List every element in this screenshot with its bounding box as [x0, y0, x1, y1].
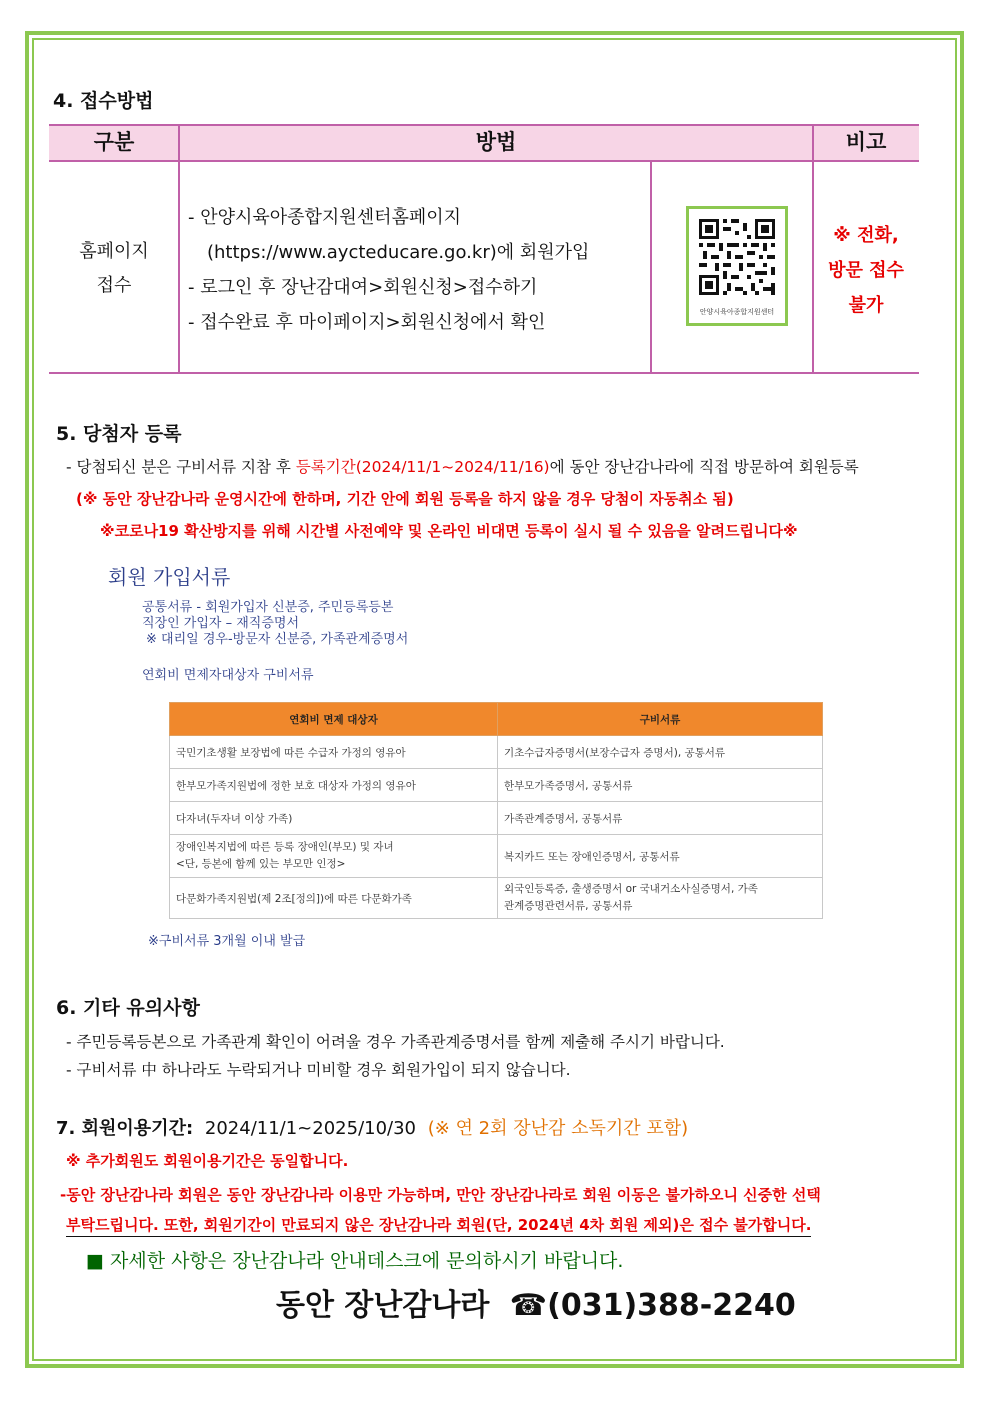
cell: 다자녀(두자녀 이상 가족) — [170, 802, 498, 835]
section6-title: 6. 기타 유의사항 — [56, 997, 200, 1019]
notice-line: - 구비서류 中 하나라도 누락되거나 미비할 경우 회원가입이 되지 않습니다. — [66, 1061, 571, 1079]
cell: 국민기초생활 보장법에 따른 수급자 가정의 영유아 — [170, 736, 498, 769]
table-row — [170, 878, 823, 919]
docs-worker: 직장인 가입자 – 재직증명서 — [142, 616, 300, 631]
qr-caption: 안양시육아종합지원센터 — [699, 308, 775, 316]
extra-member-note: ※ 추가회원도 회원이용기간은 동일합니다. — [66, 1152, 349, 1170]
category-line: 홈페이지 — [79, 241, 149, 262]
docs-title: 회원 가입서류 — [108, 565, 231, 589]
exempt-title: 연회비 면제자대상자 구비서류 — [142, 668, 314, 683]
cell: 복지카드 또는 장애인증명서, 공통서류 — [498, 835, 823, 878]
table-row — [170, 835, 823, 878]
notice-line: - 주민등록등본으로 가족관계 확인이 어려울 경우 가족관계증명서를 함께 제출해 주시기 바랍니다. — [66, 1033, 725, 1051]
header-category: 구분 — [49, 124, 179, 160]
header-note: 비고 — [813, 124, 919, 160]
contact-name: 동안 장난감나라 — [276, 1288, 490, 1323]
section5-title: 5. 당첨자 등록 — [56, 423, 182, 445]
method-line: - 접수완료 후 마이페이지>회원신청에서 확인 — [188, 312, 546, 333]
cell: 가족관계증명서, 공통서류 — [498, 802, 823, 835]
transfer-notice: 부탁드립니다. 또한, 회원기간이 만료되지 않은 장난감나라 회원(단, 2024년 4차 회원 제외)은 접수 불가합니다. — [66, 1214, 811, 1237]
th-required-docs: 구비서류 — [498, 703, 823, 736]
cell: 다문화가족지원법(제 2조[정의])에 따른 다문화가족 — [170, 878, 498, 919]
header-method: 방법 — [179, 124, 813, 160]
cell-line: <단, 등본에 함께 있는 부모만 인정> — [176, 858, 346, 870]
section4-title: 4. 접수방법 — [53, 90, 154, 112]
table-row — [170, 802, 823, 835]
cell — [170, 835, 498, 878]
membership-period-line — [56, 1114, 688, 1140]
cell: 한부모가족지원법에 정한 보호 대상자 가정의 영유아 — [170, 769, 498, 802]
registration-period: 등록기간(2024/11/1~2024/11/16) — [295, 458, 550, 476]
docs-common-block — [142, 600, 408, 648]
section7-title: 7. 회원이용기간: — [56, 1118, 194, 1139]
registration-text: - 당첨되신 분은 구비서류 지참 후 — [66, 458, 296, 476]
table-row — [170, 769, 823, 802]
registration-line — [66, 455, 859, 477]
membership-period: 2024/11/1~2025/10/30 — [204, 1118, 417, 1139]
qr-code-icon — [689, 213, 785, 301]
table-header-row — [170, 703, 823, 736]
auto-cancel-notice: (※ 동안 장난감나라 운영시간에 한하며, 기간 안에 회원 등록을 하지 않을 경우 당첨이 자동취소 됨) — [76, 490, 734, 508]
cell — [498, 878, 823, 919]
contact-phone[interactable]: ☎(031)388-2240 — [509, 1288, 796, 1323]
cell: 한부모가족증명서, 공통서류 — [498, 769, 823, 802]
transfer-notice: -동안 장난감나라 회원은 동안 장난감나라 이용만 가능하며, 만안 장난감나라로 회원 이동은 불가하오니 신중한 선택 — [60, 1186, 821, 1204]
cell-line: 장애인복지법에 따른 등록 장애인(부모) 및 자녀 — [176, 841, 394, 853]
contact-line — [276, 1280, 796, 1324]
method-line: - 로그인 후 장난감대여>회원신청>접수하기 — [188, 277, 538, 298]
contact-note: ■ 자세한 사항은 장난감나라 안내데스크에 문의하시기 바랍니다. — [86, 1250, 624, 1272]
category-cell — [49, 235, 179, 303]
note-line: 방문 접수 — [828, 260, 904, 281]
qr-code[interactable] — [686, 206, 788, 326]
table-row — [170, 736, 823, 769]
exempt-docs-table — [169, 702, 823, 919]
docs-common: 공통서류 - 회원가입자 신분증, 주민등록등본 — [142, 600, 394, 615]
category-line: 접수 — [96, 275, 132, 296]
covid-notice: ※코로나19 확산방지를 위해 시간별 사전예약 및 온라인 비대면 등록이 실시 될 수 있음을 알려드립니다※ — [100, 522, 798, 540]
docs-proxy: ※ 대리일 경우-방문자 신분증, 가족관계증명서 — [146, 632, 409, 647]
method-line: - 안양시육아종합지원센터홈페이지 — [188, 207, 462, 228]
method-url-line: (https://www.aycteducare.go.kr)에 회원가입 — [207, 242, 590, 263]
docs-footnote: ※구비서류 3개월 이내 발급 — [148, 934, 306, 949]
registration-text: 에 동안 장난감나라에 직접 방문하여 회원등록 — [549, 458, 859, 476]
cell: 기초수급자증명서(보장수급자 증명서), 공통서류 — [498, 736, 823, 769]
cell-line: 외국인등록증, 출생증명서 or 국내거소사실증명서, 가족 — [504, 883, 758, 895]
note-line: ※ 전화, — [833, 225, 899, 246]
period-note: (※ 연 2회 장난감 소독기간 포함) — [427, 1118, 689, 1139]
th-exempt-target: 연회비 면제 대상자 — [170, 703, 498, 736]
cell-line: 관계증명관련서류, 공통서류 — [504, 900, 633, 912]
note-cell — [813, 218, 919, 323]
note-line: 불가 — [848, 295, 884, 316]
table-divider — [650, 160, 652, 374]
